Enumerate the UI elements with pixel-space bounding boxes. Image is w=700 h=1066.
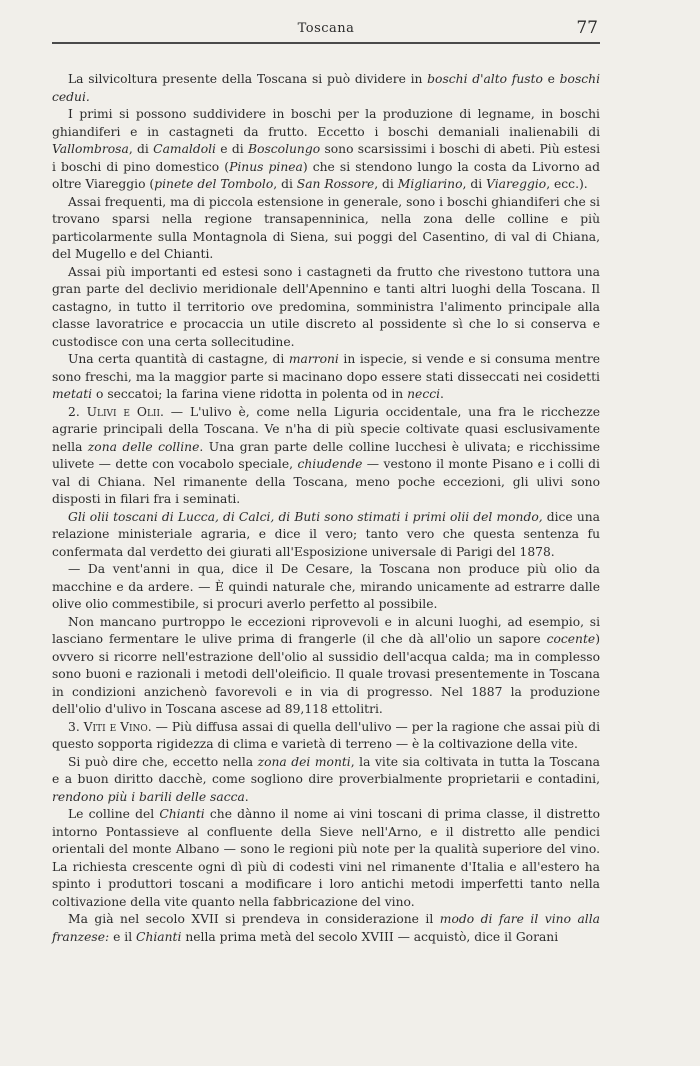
paragraph <box>52 561 600 614</box>
text-run: Si può dire che, eccetto nella <box>68 754 258 769</box>
italic-text: zona delle colline <box>87 439 200 454</box>
section-heading: Viti e Vino. <box>83 719 152 734</box>
italic-text: rendono più i barili delle sacca <box>52 789 245 804</box>
text-run: , la vite sia coltivata in tutta la Toscana e a buon diritto dacchè, come sogliono dire proverbialmente proprietarii e contadini, <box>52 754 600 786</box>
text-run: che dànno il nome ai vini toscani di prima classe, il distretto intorno Pontassieve al confluente della Sieve nell'Arno, e il distretto alle pendici orientali del monte Albano — sono le regioni più note per la qualità superiore del vino. La richiesta crescente ogni dì più di codesti vini nel rimanente d'Italia e all'estero ha spinto i produttori toscani a modificare i loro antichi metodi imperfetti tanto nella coltivazione della vite quanto nella fabbricazione del vino. <box>52 807 600 909</box>
page-number: 77 <box>576 18 598 38</box>
paragraph <box>52 106 600 194</box>
paragraph <box>52 614 600 719</box>
page-header <box>52 18 600 44</box>
paragraph <box>52 719 600 754</box>
text-run: Non mancano purtroppo le eccezioni riprovevoli e in alcuni luoghi, ad esempio, si lasciano fermentare le ulive prima di frangerle (il che dà all'olio un sapore <box>52 614 600 646</box>
italic-text: Viareggio <box>486 177 547 191</box>
text-run: — L'ulivo è, come nella Liguria occidentale, una fra le ricchezze agrarie principali della Toscana. Ve n'ha di più specie coltivate quasi esclusivamente nella <box>52 404 600 454</box>
italic-text: Camaldoli <box>153 142 216 156</box>
italic-text: Pinus pinea <box>229 159 303 174</box>
italic-text: Migliarino <box>397 177 463 191</box>
text-run: Assai frequenti, ma di piccola estensione in generale, sono i boschi ghiandiferi che si trovano sparsi nella regione transapenninica, nella zona delle colline e più particolarmente sulla Montagnola di Siena, sui poggi del Casentino, di val di Chiana, del Mugello e del Chianti. <box>52 194 600 261</box>
paragraph <box>52 509 600 562</box>
text-run: 2. <box>68 404 87 419</box>
text-run: , di <box>273 177 297 191</box>
text-run: I primi si possono suddividere in boschi per la produzione di legname, in boschi ghiandiferi e in castagneti da frutto. Eccetto i boschi demaniali inalienabili di <box>52 107 600 139</box>
text-run: e <box>542 72 560 86</box>
paragraph <box>52 194 600 264</box>
paragraph <box>52 754 600 807</box>
text-run: , di <box>462 177 487 191</box>
italic-text: chiudende <box>297 457 363 471</box>
text-run: , di <box>128 142 154 156</box>
text-run: ) ovvero si ricorre nell'estrazione dell'olio al sussidio dell'acqua calda; ma in complesso sono buoni e razionali i metodi dell'oleificio. Il quale trovasi presentemente in Toscana in condizioni anzichenò favorevoli e in via di progresso. Nel 1887 la produzione dell'olio d'ulivo in Toscana ascese ad 89,118 ettolitri. <box>52 632 600 716</box>
italic-text: modo di fare il vino alla franzese: <box>52 912 600 944</box>
body-text <box>52 71 600 946</box>
italic-text: zona dei monti <box>257 754 351 769</box>
paragraph <box>52 71 600 106</box>
text-run: — vestono il monte Pisano e i colli di val di Chiana. Nel rimanente della Toscana, meno poche eccezioni, gli ulivi sono disposti in filari fra i seminati. <box>52 457 600 506</box>
italic-text: boschi cedui. <box>52 72 600 104</box>
italic-text: Chianti <box>159 807 205 821</box>
paragraph <box>52 806 600 911</box>
italic-text: Boscolungo <box>248 142 321 156</box>
italic-text: marroni <box>288 352 339 366</box>
text-run: — Da vent'anni in qua, dice il De Cesare, la Toscana non produce più olio da macchine e da ardere. — È quindi naturale che, mirando unicamente ad estrarre dalle olive olio commestibile, si procuri averlo perfetto al possibile. <box>52 562 600 611</box>
italic-text: San Rossore <box>296 177 375 191</box>
text-run: o seccatoi; la farina viene ridotta in polenta od in <box>92 387 408 401</box>
paragraph <box>52 264 600 352</box>
text-run: Una certa quantità di castagne, di <box>68 352 289 366</box>
paragraph <box>52 404 600 509</box>
text-run: in ispecie, si vende e si consuma mentre sono freschi, ma la maggior parte si macinano dopo essere stati disseccati nei cosidetti <box>52 352 600 384</box>
text-run: La silvicoltura presente della Toscana si può dividere in <box>68 72 428 86</box>
italic-text: Chianti <box>136 929 182 944</box>
paragraph <box>52 351 600 404</box>
italic-text: boschi d'alto fusto <box>427 72 543 86</box>
italic-text: necci <box>407 387 441 401</box>
text-run: Le colline del <box>68 807 160 821</box>
text-run: — Più diffusa assai di quella dell'ulivo — per la ragione che assai più di questo sopporta rigidezza di clima e varietà di terreno — è la coltivazione della vite. <box>52 719 600 751</box>
text-run: e il <box>109 929 137 944</box>
text-run: nella prima metà del secolo XVIII — acquistò, dice il Gorani <box>181 929 559 944</box>
italic-text: pinete del Tombolo <box>154 177 274 191</box>
text-run: ) che si stendono lungo la costa da Livorno ad oltre Viareggio ( <box>52 159 600 191</box>
text-run: Assai più importanti ed estesi sono i castagneti da frutto che rivestono tuttora una gran parte del declivio meridionale dell'Apennino e tanti altri luoghi della Toscana. Il castagno, in tutto il territorio ove predomina, somministra l'alimento principale alla classe lavoratrice e procaccia un utile discreto al possidente sì che lo si conserva e custodisce con una certa sollecitudine. <box>52 264 600 349</box>
text-run: . <box>244 789 249 804</box>
text-run: , di <box>374 177 398 191</box>
text-run: sono scarsissimi i boschi di abeti. Più estesi i boschi di pino domestico ( <box>52 142 601 174</box>
text-run: Ma già nel secolo XVII si prendeva in considerazione il <box>68 912 440 926</box>
running-title: Toscana <box>297 21 355 36</box>
italic-text: cocente <box>546 632 596 646</box>
italic-text: Vallombrosa <box>52 142 129 156</box>
text-run: . <box>440 387 444 401</box>
paragraph <box>52 911 600 946</box>
section-heading: Ulivi e Olii. <box>86 404 164 419</box>
italic-text: metati <box>52 387 93 401</box>
italic-text: Gli olii toscani di Lucca, di Calci, di Buti sono stimati i primi olii del mondo, <box>68 509 543 524</box>
text-run: . Una gran parte delle colline lucchesi è ulivata; e ricchissime ulivete — dette con vocabolo speciale, <box>52 439 600 471</box>
text-run: e di <box>215 142 249 156</box>
text-run: dice una relazione ministeriale agraria, e dice il vero; tanto vero che questa sentenza fu confermata dal verdetto dei giurati all'Esposizione universale di Parigi del 1878. <box>52 509 600 559</box>
text-run: , ecc.). <box>546 177 588 191</box>
text-run: 3. <box>68 719 84 734</box>
